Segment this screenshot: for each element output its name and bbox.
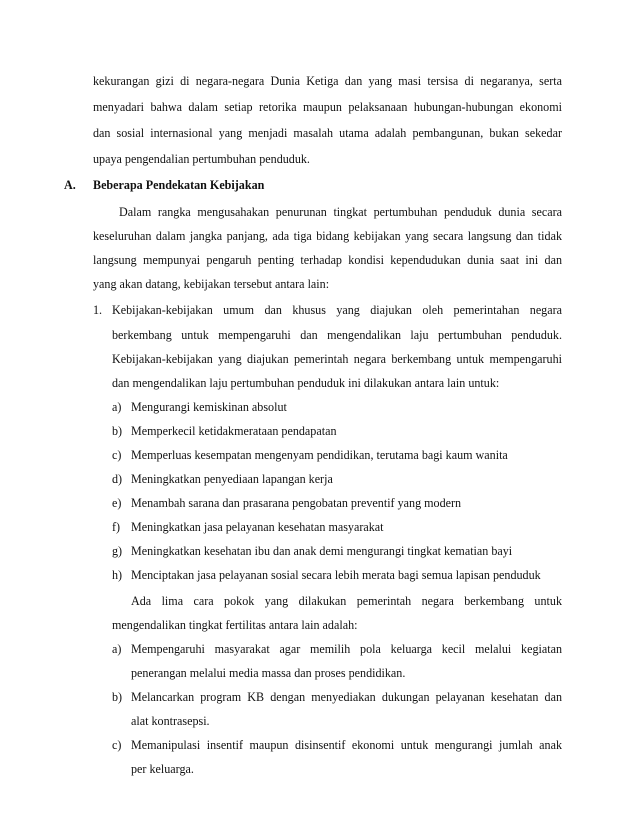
intro-line: kekurangan gizi di negara-negara Dunia Ketiga dan yang masi tersisa di negaranya, serta bbox=[93, 74, 562, 88]
paragraph-line: keseluruhan dalam jangka panjang, ada tiga bidang kebijakan yang secara langsung dan tidak bbox=[93, 229, 562, 243]
list-marker: c) bbox=[112, 738, 122, 752]
list-marker: a) bbox=[112, 642, 122, 656]
intro-line: menyadari bahwa dalam setiap retorika maupun pelaksanaan hubungan-hubungan ekonomi bbox=[93, 100, 562, 114]
item-line: Kebijakan-kebijakan umum dan khusus yang diajukan oleh pemerintahan negara bbox=[112, 303, 562, 317]
list-marker: h) bbox=[112, 568, 123, 582]
intro-line: dan sosial internasional yang menjadi masalah utama adalah pembangunan, bukan sekedar bbox=[93, 126, 562, 140]
paragraph-line: langsung mempunyai pengaruh penting terhadap kondisi kependudukan dunia saat ini dan bbox=[93, 253, 562, 267]
list-marker: c) bbox=[112, 448, 122, 462]
section-title: Beberapa Pendekatan Kebijakan bbox=[93, 178, 265, 192]
item-line: dan mengendalikan laju pertumbuhan penduduk ini dilakukan antara lain untuk: bbox=[112, 376, 500, 390]
list-marker: e) bbox=[112, 496, 122, 510]
list-marker: b) bbox=[112, 424, 123, 438]
list-item: Meningkatkan penyediaan lapangan kerja bbox=[131, 472, 333, 486]
list-marker: 1. bbox=[93, 303, 103, 317]
list-item: Menambah sarana dan prasarana pengobatan preventif yang modern bbox=[131, 496, 462, 510]
list-marker: f) bbox=[112, 520, 121, 534]
list-item: alat kontrasepsi. bbox=[131, 714, 210, 728]
list-item: Memperluas kesempatan mengenyam pendidikan, terutama bagi kaum wanita bbox=[131, 448, 508, 462]
list-item: Menciptakan jasa pelayanan sosial secara lebih merata bagi semua lapisan penduduk bbox=[131, 568, 541, 582]
list-item: Mempengaruhi masyarakat agar memilih pola keluarga kecil melalui kegiatan bbox=[131, 642, 562, 656]
list-marker: g) bbox=[112, 544, 123, 558]
list-item: Meningkatkan kesehatan ibu dan anak demi mengurangi tingkat kematian bayi bbox=[131, 544, 513, 558]
item-line: berkembang untuk mempengaruhi dan mengendalikan laju pertumbuhan penduduk. bbox=[112, 328, 562, 342]
paragraph-line: mengendalikan tingkat fertilitas antara lain adalah: bbox=[112, 618, 358, 632]
list-item: Melancarkan program KB dengan menyediakan dukungan pelayanan kesehatan dan bbox=[131, 690, 562, 704]
list-item: per keluarga. bbox=[131, 762, 194, 776]
list-item: penerangan melalui media massa dan proses pendidikan. bbox=[131, 666, 406, 680]
list-item: Meningkatkan jasa pelayanan kesehatan masyarakat bbox=[131, 520, 384, 534]
list-item: Memanipulasi insentif maupun disinsentif ekonomi untuk mengurangi jumlah anak bbox=[131, 738, 562, 752]
item-line: Kebijakan-kebijakan yang diajukan pemerintah negara berkembang untuk mempengaruhi bbox=[112, 352, 562, 366]
list-marker: a) bbox=[112, 400, 122, 414]
section-marker: A. bbox=[64, 178, 76, 192]
intro-line: upaya pengendalian pertumbuhan penduduk. bbox=[93, 152, 310, 166]
list-item: Memperkecil ketidakmerataan pendapatan bbox=[131, 424, 337, 438]
paragraph-line: Dalam rangka mengusahakan penurunan tingkat pertumbuhan penduduk dunia secara bbox=[119, 205, 562, 219]
list-marker: b) bbox=[112, 690, 123, 704]
list-item: Mengurangi kemiskinan absolut bbox=[131, 400, 287, 414]
paragraph-line: Ada lima cara pokok yang dilakukan pemerintah negara berkembang untuk bbox=[131, 594, 562, 608]
paragraph-line: yang akan datang, kebijakan tersebut antara lain: bbox=[93, 277, 330, 291]
list-marker: d) bbox=[112, 472, 123, 486]
